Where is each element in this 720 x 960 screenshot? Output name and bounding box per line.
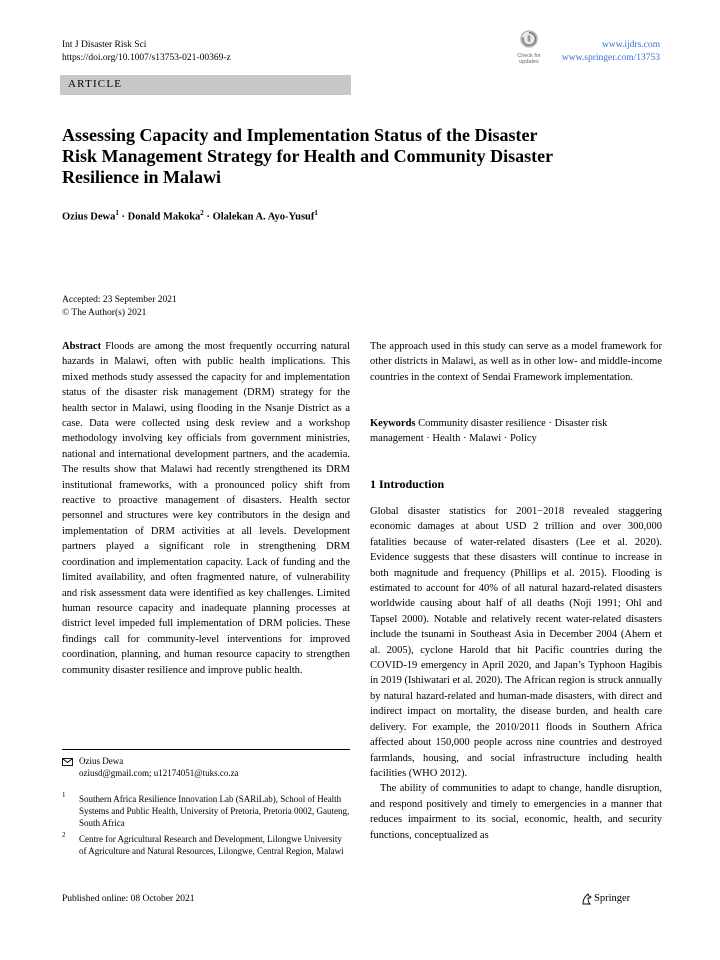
corresponding-author	[79, 755, 349, 779]
abstract-text: Floods are among the most frequently occurring natural hazards in Malawi, often with public health implications. This mixed methods study assessed the capacity for and implementation status of the disaster risk management (DRM) strategy for the health sector in Malawi, using flooding in the Nsanje District as a case. Data were collected using desk review and a workshop methodology involving key officials from government ministries, national and international development partners, and the academia. The results show that Malawi had recently strengthened its DRM institutional frameworks, with a pronounced policy shift from reactive to proactive management of disasters. Health sector personnel and structures were key contributors in the design and implementation of DRM activities at all levels. Development partners played a significant role in strengthening DRM coordination and implementation capacity. Lack of funding and the limited availability, and often fragmented nature, of vulnerability and risk assessment data were identified as key challenges. Limited human resource capacity and inadequate planning processes at district level impeded full implementation of DRM policies. These findings call for community-level interventions for improved coordination, planning, and human resource capacity to strengthen community disaster resilience and improve public health.	[62, 341, 351, 676]
publisher-logo: Springer	[594, 893, 631, 904]
keywords-text: Community disaster resilience · Disaster risk management · Health · Malawi · Policy	[370, 418, 608, 445]
introduction-paragraph: The ability of communities to adapt to change, handle disruption, and respond positively and timely to emergencies in a manner that reduces impairment to its social, economic, health, and security functions, conceptualized as	[370, 783, 662, 841]
contact-name: Ozius Dewa	[79, 756, 124, 766]
affiliation-number: 2	[62, 831, 66, 839]
running-header	[62, 39, 231, 65]
affiliation-2: Centre for Agricultural Research and Development, Lilongwe University of Agriculture and Natural Resources, Lilongwe, Central Region, Malawi	[79, 834, 344, 856]
published-online: Published online: 08 October 2021	[62, 894, 195, 904]
check-for-updates-badge[interactable]	[511, 30, 547, 64]
section-heading: 1 Introduction	[370, 477, 445, 491]
author-name[interactable]: Ozius Dewa	[62, 211, 116, 223]
affiliation-marker: 1	[314, 209, 318, 217]
springer-journal-link[interactable]: www.springer.com/13753	[561, 53, 660, 63]
article-type-label: ARTICLE	[68, 78, 123, 90]
paper-title	[62, 125, 662, 188]
footnote-divider	[62, 749, 350, 750]
contact-email[interactable]: oziusd@gmail.com; u12174051@tuks.co.za	[79, 768, 239, 778]
article-dates	[62, 294, 177, 319]
affiliation-marker: 1	[115, 209, 119, 217]
author-name[interactable]: Olalekan A. Ayo-Yusuf	[212, 211, 315, 223]
abstract-continuation	[370, 339, 662, 385]
article-type-bar	[60, 75, 351, 95]
envelope-icon	[62, 758, 73, 766]
badge-text-2: updates	[519, 59, 539, 65]
affiliation-1: Southern Africa Resilience Innovation Lab (SARiLab), School of Health Systems and Public Health, University of Pretoria, Pretoria 0002, Gauteng, South Africa	[79, 794, 350, 828]
ijdrs-link[interactable]: www.ijdrs.com	[602, 40, 660, 50]
doi-link[interactable]: https://doi.org/10.1007/s13753-021-00369-z	[62, 53, 231, 63]
journal-links	[562, 39, 660, 65]
affiliation-marker: 2	[200, 209, 204, 217]
abstract-continuation-text: The approach used in this study can serve as a model framework for other districts in Malawi, as well as in other low- and middle-income countries in the context of Sendai Framework implementation.	[370, 341, 662, 383]
author-name[interactable]: Donald Makoka	[127, 211, 201, 223]
title-line-3: Resilience in Malawi	[62, 167, 221, 187]
title-line-2: Risk Management Strategy for Health and Community Disaster	[62, 146, 554, 166]
title-line-1: Assessing Capacity and Implementation Status of the Disaster	[62, 125, 538, 145]
journal-name: Int J Disaster Risk Sci	[62, 40, 147, 50]
keywords-label: Keywords	[370, 418, 416, 429]
introduction-body	[370, 504, 662, 843]
affiliation-number: 1	[62, 791, 66, 799]
introduction-paragraph: Global disaster statistics for 2001−2018 revealed staggering economic damages at about USD 2 trillion and over 300,000 fatalities because of water-related disasters (Lee et al. 2020). Evidence suggests that these disasters will continue to increase in both magnitude and frequency (Phillips et al. 2015). Flooding is estimated to account for 40% of all natural hazard-related disasters worldwide causing about half of all deaths (Noji 1991; Ohl and Tapsel 2000). Notable and relatively recent water-related disasters include the tsunami in Southeast Asia in December 2004 (Ahern et al. 2005), cyclone Harold that hit Pacific countries during the COVID-19 emergency in April 2020, and Japan’s Typhoon Hagibis in 2019 (Ishiwatari et al. 2020). The African region is struck annually by natural hazard-related and human-made disasters, with direct and indirect impact on mortality, the disease burden, and health care delivery. For example, the 2010/2011 floods in Southern Africa affected about 150,000 people across nine countries and destroyed farmlands, housing, and social infrastructure including health facilities (WHO 2012).	[370, 506, 662, 779]
abstract-section	[62, 339, 350, 678]
badge-text-1: Check for	[517, 53, 541, 59]
copyright-line: © The Author(s) 2021	[62, 307, 147, 318]
keywords-section	[370, 416, 662, 447]
check-updates-icon	[520, 30, 538, 48]
author-separator: ·	[121, 211, 126, 223]
author-separator: ·	[206, 211, 210, 223]
abstract-label: Abstract	[62, 341, 102, 352]
springer-horse-icon	[580, 893, 592, 905]
author-list	[62, 209, 318, 223]
accepted-date: Accepted: 23 September 2021	[62, 295, 177, 305]
